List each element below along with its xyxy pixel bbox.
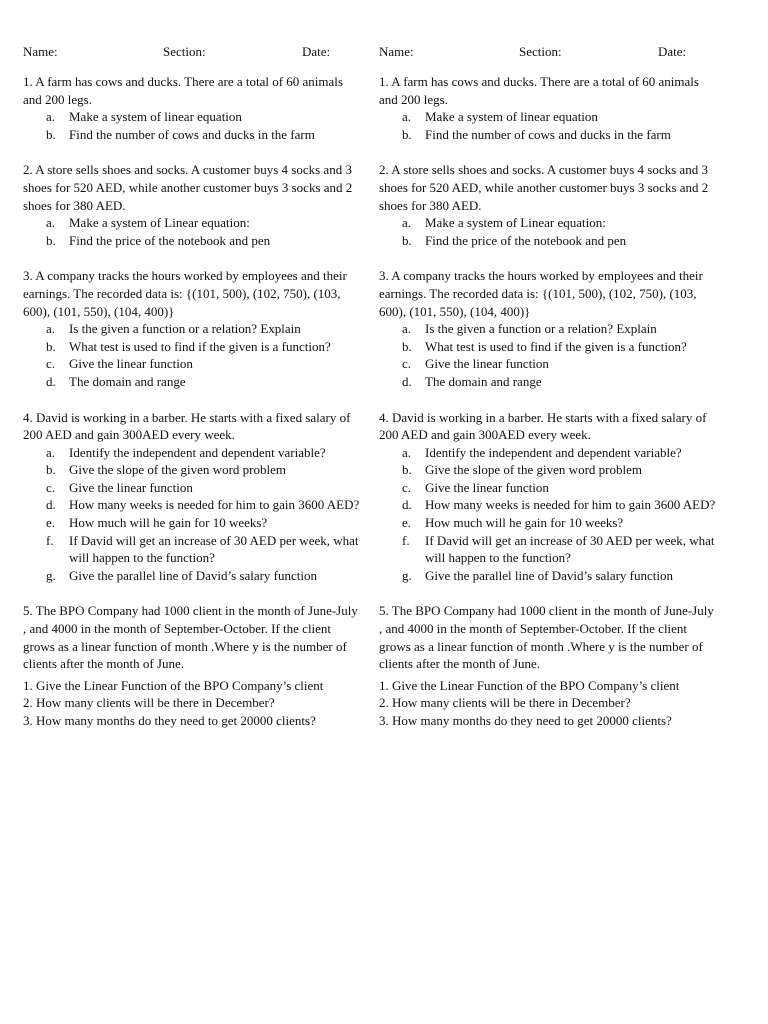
question-1 bbox=[379, 73, 717, 143]
part-letter: d. bbox=[402, 373, 412, 389]
question-3-part-d bbox=[23, 373, 361, 391]
part-text: Give the slope of the given word problem bbox=[425, 462, 642, 478]
question-3-part-c bbox=[23, 355, 361, 373]
question-5-task-3: 3. How many months do they need to get 20000 clients? bbox=[23, 713, 316, 728]
question-4-part-g bbox=[23, 567, 361, 585]
question-3-part-a bbox=[379, 320, 717, 338]
part-letter: d. bbox=[402, 497, 412, 513]
part-letter: c. bbox=[402, 356, 412, 372]
part-text: If David will get an increase of 30 AED per week, what will happen to the function? bbox=[69, 532, 359, 566]
part-text: Make a system of Linear equation: bbox=[425, 215, 606, 231]
question-2-text: 2. A store sells shoes and socks. A customer buys 4 socks and 3 shoes for 520 AED, while another customer buys 3 socks and 2 shoes for 380 AED. bbox=[23, 162, 353, 213]
part-text: How much will he gain for 10 weeks? bbox=[69, 515, 268, 531]
question-5-task-2: 2. How many clients will be there in December? bbox=[379, 695, 631, 711]
part-letter: a. bbox=[402, 215, 412, 231]
question-5-task-2: 2. How many clients will be there in December? bbox=[23, 695, 275, 711]
part-letter: c. bbox=[46, 356, 56, 372]
part-letter: a. bbox=[46, 215, 56, 231]
question-5-tasks bbox=[23, 677, 361, 730]
question-5-text: 5. The BPO Company had 1000 client in the month of June-July , and 4000 in the month of September-October. If the client grows as a linear function of month .Where y is the number of clients after the month of June. bbox=[23, 603, 358, 672]
question-2 bbox=[23, 161, 361, 249]
name-label: Name: bbox=[23, 44, 58, 59]
question-4-part-g bbox=[379, 567, 717, 585]
question-4-part-b bbox=[379, 461, 717, 479]
question-2 bbox=[379, 161, 717, 249]
part-text: Give the parallel line of David’s salary function bbox=[69, 567, 318, 583]
question-3-part-b bbox=[23, 338, 361, 356]
part-text: The domain and range bbox=[425, 373, 542, 389]
question-4-part-a bbox=[23, 444, 361, 462]
question-1-part-b bbox=[23, 126, 361, 144]
part-text: Is the given a function or a relation? Explain bbox=[69, 321, 301, 337]
part-letter: b. bbox=[402, 338, 412, 354]
part-letter: b. bbox=[46, 338, 56, 354]
part-text: How many weeks is needed for him to gain 3600 AED? bbox=[69, 497, 360, 513]
question-4-part-c bbox=[23, 479, 361, 497]
question-4-part-e bbox=[379, 514, 717, 532]
question-4-part-b bbox=[23, 461, 361, 479]
part-text: Find the price of the notebook and pen bbox=[425, 232, 627, 248]
worksheet-copy-left bbox=[23, 43, 361, 730]
question-2-parts bbox=[23, 214, 361, 249]
question-4-part-c bbox=[379, 479, 717, 497]
part-letter: b. bbox=[402, 232, 412, 248]
part-letter: b. bbox=[46, 232, 56, 248]
question-4-text: 4. David is working in a barber. He starts with a fixed salary of 200 AED and gain 300AED every week. bbox=[379, 409, 707, 443]
part-letter: c. bbox=[402, 479, 412, 495]
part-letter: f. bbox=[402, 532, 410, 548]
question-2-parts bbox=[379, 214, 717, 249]
part-text: Make a system of linear equation bbox=[69, 109, 242, 125]
question-3-parts bbox=[23, 320, 361, 390]
part-text: Find the number of cows and ducks in the farm bbox=[69, 126, 315, 142]
part-text: What test is used to find if the given is a function? bbox=[425, 338, 687, 354]
question-5 bbox=[23, 602, 361, 672]
question-3 bbox=[23, 267, 361, 390]
part-letter: c. bbox=[46, 479, 56, 495]
part-text: Give the linear function bbox=[69, 356, 193, 372]
part-letter: b. bbox=[402, 126, 412, 142]
question-2-part-b bbox=[23, 232, 361, 250]
worksheet-copy-right bbox=[379, 43, 717, 730]
part-text: Find the price of the notebook and pen bbox=[69, 232, 271, 248]
question-4-part-a bbox=[379, 444, 717, 462]
part-letter: e. bbox=[46, 515, 56, 531]
part-text: The domain and range bbox=[69, 373, 186, 389]
question-1-parts bbox=[23, 108, 361, 143]
part-letter: b. bbox=[402, 462, 412, 478]
name-label: Name: bbox=[379, 44, 414, 59]
part-text: How much will he gain for 10 weeks? bbox=[425, 515, 624, 531]
part-text: Identify the independent and dependent variable? bbox=[425, 444, 682, 460]
part-text: Identify the independent and dependent variable? bbox=[69, 444, 326, 460]
question-4-part-f bbox=[379, 532, 717, 567]
question-3-part-b bbox=[379, 338, 717, 356]
question-4-part-f bbox=[23, 532, 361, 567]
part-letter: a. bbox=[46, 321, 56, 337]
question-4-part-e bbox=[23, 514, 361, 532]
question-1 bbox=[23, 73, 361, 143]
question-4-part-d bbox=[379, 496, 717, 514]
question-1-parts bbox=[379, 108, 717, 143]
question-5-tasks bbox=[379, 677, 717, 730]
question-4-parts bbox=[23, 444, 361, 585]
question-3-text: 3. A company tracks the hours worked by employees and their earnings. The recorded data is: {(101, 500), (102, 750), (103, 600), (101, 550), (104, 400)} bbox=[379, 268, 703, 319]
question-4-text: 4. David is working in a barber. He starts with a fixed salary of 200 AED and gain 300AED every week. bbox=[23, 409, 351, 443]
student-info-header bbox=[379, 43, 717, 61]
part-text: Is the given a function or a relation? Explain bbox=[425, 321, 657, 337]
question-4-parts bbox=[379, 444, 717, 585]
part-letter: a. bbox=[46, 109, 56, 125]
worksheet-page bbox=[0, 43, 768, 1024]
part-letter: e. bbox=[402, 515, 412, 531]
question-5-text: 5. The BPO Company had 1000 client in the month of June-July , and 4000 in the month of September-October. If the client grows as a linear function of month .Where y is the number of clients after the month of June. bbox=[379, 603, 714, 672]
part-letter: a. bbox=[46, 444, 56, 460]
part-letter: g. bbox=[46, 567, 56, 583]
question-3-parts bbox=[379, 320, 717, 390]
question-3 bbox=[379, 267, 717, 390]
part-text: What test is used to find if the given is a function? bbox=[69, 338, 331, 354]
part-text: Give the linear function bbox=[425, 479, 549, 495]
section-label: Section: bbox=[519, 44, 562, 59]
part-letter: g. bbox=[402, 567, 412, 583]
part-letter: d. bbox=[46, 373, 56, 389]
question-2-text: 2. A store sells shoes and socks. A customer buys 4 socks and 3 shoes for 520 AED, while another customer buys 3 socks and 2 shoes for 380 AED. bbox=[379, 162, 709, 213]
part-text: Make a system of Linear equation: bbox=[69, 215, 250, 231]
part-letter: a. bbox=[402, 444, 412, 460]
question-4 bbox=[379, 409, 717, 585]
question-3-part-d bbox=[379, 373, 717, 391]
part-letter: d. bbox=[46, 497, 56, 513]
question-1-part-b bbox=[379, 126, 717, 144]
part-text: If David will get an increase of 30 AED per week, what will happen to the function? bbox=[425, 532, 715, 566]
part-text: Make a system of linear equation bbox=[425, 109, 598, 125]
question-2-part-a bbox=[379, 214, 717, 232]
question-3-part-c bbox=[379, 355, 717, 373]
question-5-task-3: 3. How many months do they need to get 20000 clients? bbox=[379, 713, 672, 728]
part-text: Give the slope of the given word problem bbox=[69, 462, 286, 478]
part-text: Give the parallel line of David’s salary function bbox=[425, 567, 674, 583]
question-5-task-1: 1. Give the Linear Function of the BPO Company’s client bbox=[379, 677, 680, 693]
question-2-part-a bbox=[23, 214, 361, 232]
student-info-header bbox=[23, 43, 361, 61]
question-5 bbox=[379, 602, 717, 672]
part-letter: f. bbox=[46, 532, 54, 548]
part-text: Find the number of cows and ducks in the farm bbox=[425, 126, 671, 142]
section-label: Section: bbox=[163, 44, 206, 59]
part-text: How many weeks is needed for him to gain 3600 AED? bbox=[425, 497, 716, 513]
question-1-text: 1. A farm has cows and ducks. There are a total of 60 animals and 200 legs. bbox=[379, 74, 699, 107]
part-text: Give the linear function bbox=[425, 356, 549, 372]
part-letter: b. bbox=[46, 462, 56, 478]
date-label: Date: bbox=[658, 44, 687, 59]
part-letter: a. bbox=[402, 109, 412, 125]
question-3-part-a bbox=[23, 320, 361, 338]
question-4-part-d bbox=[23, 496, 361, 514]
question-3-text: 3. A company tracks the hours worked by employees and their earnings. The recorded data is: {(101, 500), (102, 750), (103, 600), (101, 550), (104, 400)} bbox=[23, 268, 347, 319]
question-5-task-1: 1. Give the Linear Function of the BPO Company’s client bbox=[23, 677, 324, 693]
question-1-part-a bbox=[379, 108, 717, 126]
question-4 bbox=[23, 409, 361, 585]
question-1-text: 1. A farm has cows and ducks. There are a total of 60 animals and 200 legs. bbox=[23, 74, 343, 107]
date-label: Date: bbox=[302, 44, 331, 59]
question-2-part-b bbox=[379, 232, 717, 250]
part-letter: a. bbox=[402, 321, 412, 337]
part-letter: b. bbox=[46, 126, 56, 142]
part-text: Give the linear function bbox=[69, 479, 193, 495]
question-1-part-a bbox=[23, 108, 361, 126]
